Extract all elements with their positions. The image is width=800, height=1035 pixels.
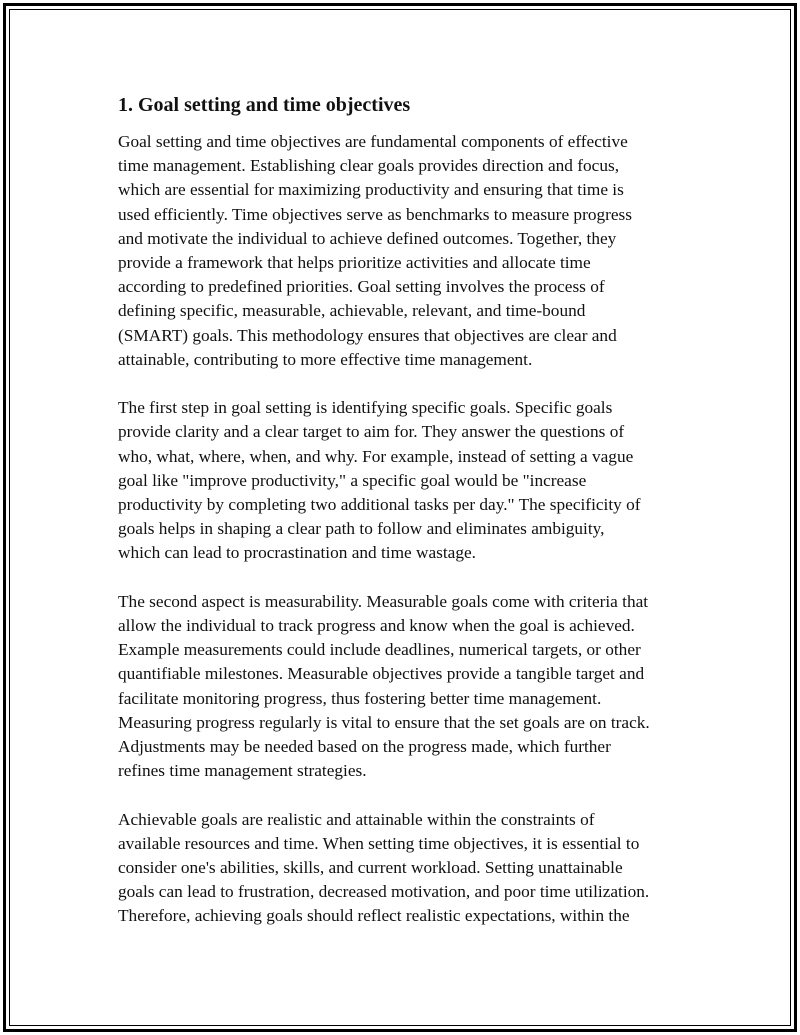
text-line: Example measurements could include deadlines, numerical targets, or other (118, 640, 641, 660)
document-body (118, 92, 688, 953)
text-line: available resources and time. When setting time objectives, it is essential to (118, 833, 640, 853)
text-line: refines time management strategies. (118, 761, 367, 781)
text-line: (SMART) goals. This methodology ensures that objectives are clear and (118, 325, 617, 345)
text-line: and motivate the individual to achieve defined outcomes. Together, they (118, 228, 617, 248)
text-line: attainable, contributing to more effective time management. (118, 349, 533, 369)
paragraph-4 (118, 808, 688, 929)
text-line: allow the individual to track progress and know when the goal is achieved. (118, 616, 635, 636)
text-line: consider one's abilities, skills, and current workload. Setting unattainable (118, 858, 623, 878)
text-line: Achievable goals are realistic and attainable within the constraints of (118, 809, 595, 829)
text-line: The second aspect is measurability. Measurable goals come with criteria that (118, 591, 649, 611)
text-line: defining specific, measurable, achievable, relevant, and time-bound (118, 301, 586, 321)
text-line: which can lead to procrastination and time wastage. (118, 543, 476, 563)
text-line: Measuring progress regularly is vital to ensure that the set goals are on track. (118, 712, 650, 732)
text-line: time management. Establishing clear goals provides direction and focus, (118, 156, 620, 176)
paragraph-2 (118, 396, 688, 565)
text-line: goals helps in shaping a clear path to follow and eliminates ambiguity, (118, 519, 605, 539)
text-line: who, what, where, when, and why. For example, instead of setting a vague (118, 446, 634, 466)
text-line: facilitate monitoring progress, thus fostering better time management. (118, 688, 602, 708)
paragraph-1 (118, 130, 688, 372)
text-line: goals can lead to frustration, decreased motivation, and poor time utilization. (118, 882, 650, 902)
paragraph-3 (118, 590, 688, 784)
text-line: according to predefined priorities. Goal setting involves the process of (118, 277, 605, 297)
text-line: quantifiable milestones. Measurable objectives provide a tangible target and (118, 664, 645, 684)
text-line: Therefore, achieving goals should reflect realistic expectations, within the (118, 906, 630, 926)
text-line: which are essential for maximizing productivity and ensuring that time is (118, 180, 624, 200)
text-line: Adjustments may be needed based on the progress made, which further (118, 737, 611, 757)
text-line: used efficiently. Time objectives serve as benchmarks to measure progress (118, 204, 632, 224)
text-line: provide clarity and a clear target to aim for. They answer the questions of (118, 422, 625, 442)
text-line: provide a framework that helps prioritize activities and allocate time (118, 253, 591, 273)
text-line: productivity by completing two additional tasks per day." The specificity of (118, 495, 641, 515)
section-heading: 1. Goal setting and time objectives (118, 94, 411, 116)
text-line: The first step in goal setting is identifying specific goals. Specific goals (118, 398, 613, 418)
text-line: goal like "improve productivity," a specific goal would be "increase (118, 470, 587, 490)
text-line: Goal setting and time objectives are fundamental components of effective (118, 132, 628, 151)
